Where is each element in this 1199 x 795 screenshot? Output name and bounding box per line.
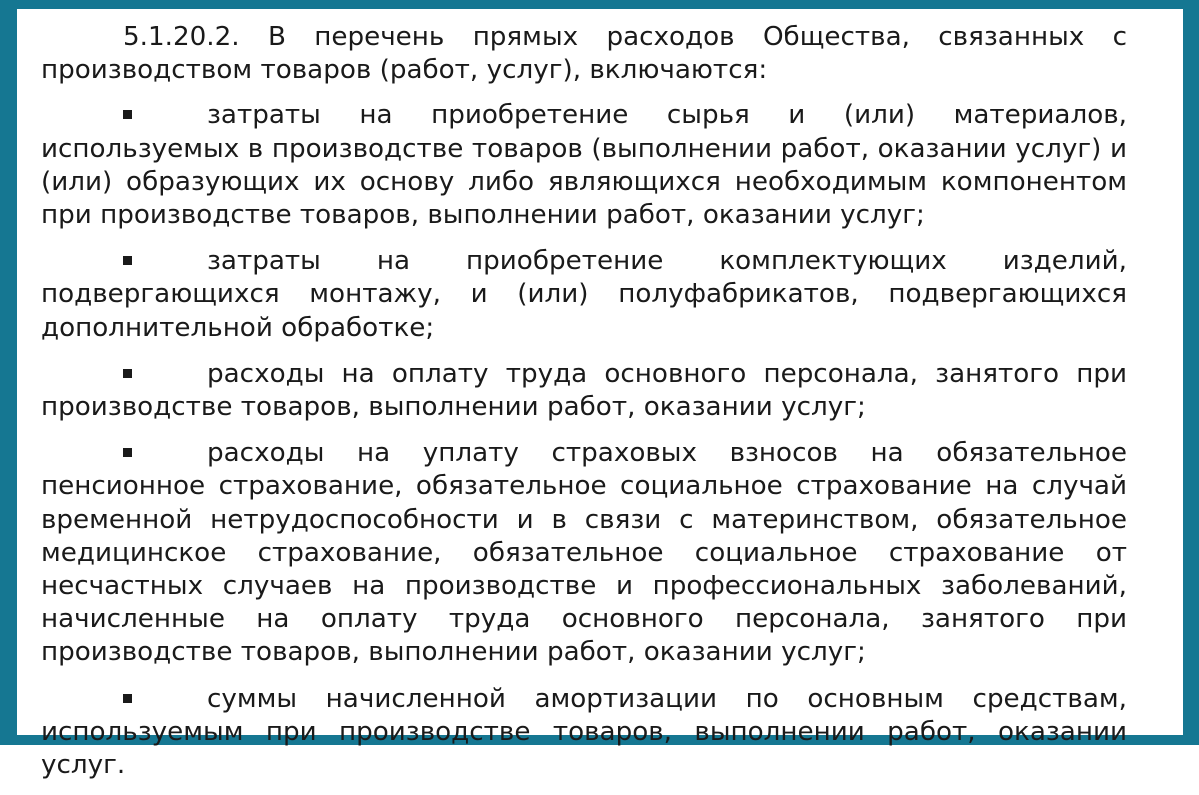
document-body xyxy=(41,21,1127,795)
list-item-text: затраты на приобретение сырья и (или) материалов, используемых в производстве товаров (выполнении работ, оказании услуг) и (или) образующих их основу либо являющихся необходимым компонентом при производстве товаров, выполнении работ, оказании услуг; xyxy=(41,100,1127,231)
list-item-text: расходы на оплату труда основного персонала, занятого при производстве товаров, выполнении работ, оказании услуг; xyxy=(41,358,1127,423)
list-item xyxy=(41,245,1127,345)
list-item xyxy=(41,683,1127,783)
square-bullet-icon xyxy=(123,448,132,457)
list-item-text: суммы начисленной амортизации по основным средствам, используемым при производстве товаров, выполнении работ, оказании услуг. xyxy=(41,683,1127,781)
list-item-text: затраты на приобретение комплектующих изделий, подвергающихся монтажу, и (или) полуфабрикатов, подвергающихся дополнительной обработке; xyxy=(41,246,1127,343)
square-bullet-icon xyxy=(123,256,132,265)
square-bullet-icon xyxy=(123,369,132,378)
list-item-text: расходы на уплату страховых взносов на обязательное пенсионное страхование, обязательное социальное страхование на случай временной нетрудоспособности и в связи с материнством, обязательное медицинское страхование, обязательное социальное страхование от несчастных случаев на производстве и профессиональных заболеваний, начисленные на оплату труда основного персонала, занятого при производстве товаров, выполнении работ, оказании услуг; xyxy=(41,438,1127,668)
clause-intro: 5.1.20.2. В перечень прямых расходов Общества, связанных с производством товаров (работ, услуг), включаются: xyxy=(41,22,1127,86)
list-item xyxy=(41,437,1127,669)
square-bullet-icon xyxy=(123,694,132,703)
list-item xyxy=(41,99,1127,232)
square-bullet-icon xyxy=(123,110,132,119)
list-item xyxy=(41,358,1127,424)
